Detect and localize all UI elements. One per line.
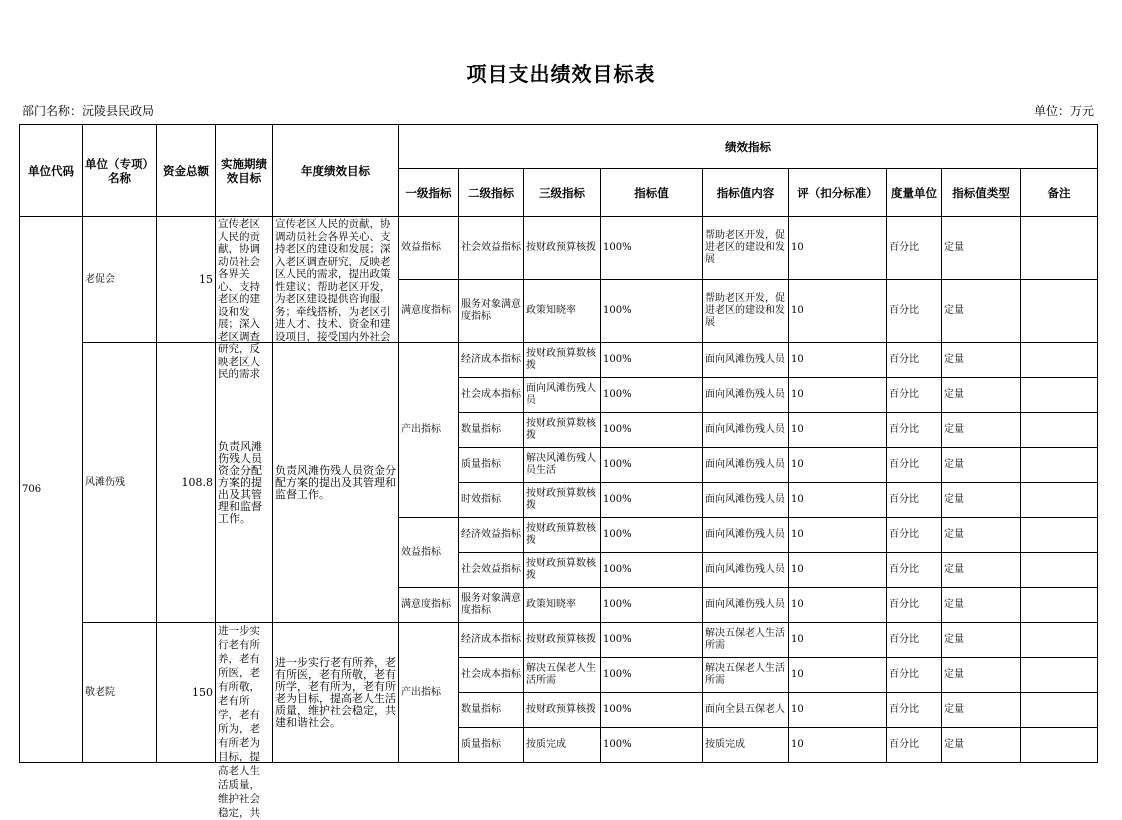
value-cell: 100% [601, 217, 703, 280]
header-level3: 三级指标 [524, 169, 601, 217]
value-content-cell: 解决五保老人生活所需 [703, 623, 789, 658]
currency-unit: 单位：万元 [1033, 104, 1094, 118]
remark-cell [1021, 378, 1098, 413]
impl-target-cell: 进一步实行老有所养，老有所医，老有所敬，老有所学，老有所为，老有所老为目标，提高老人生活质量，维护社会稳定，共 [218, 625, 260, 819]
score-cell: 10 [789, 448, 887, 483]
measure-unit-cell: 百分比 [887, 343, 942, 378]
header-level1: 一级指标 [399, 169, 459, 217]
impl-target-cell: 宣传老区人民的贡献，协调动员社会各界关心、支持老区的建设和发展；深入老区调查研究，反映老区人民的需求 [218, 218, 260, 380]
level1-cell: 产出指标 [399, 343, 459, 518]
header-value: 指标值 [601, 169, 703, 217]
value-content-cell: 面向风滩伤残人员 [703, 483, 789, 518]
level3-cell: 按财政预算数核拨 [524, 553, 601, 588]
measure-unit-cell: 百分比 [887, 658, 942, 693]
score-cell: 10 [789, 553, 887, 588]
value-type-cell: 定量 [942, 728, 1021, 763]
value-type-cell: 定量 [942, 623, 1021, 658]
level1-cell: 效益指标 [399, 518, 459, 588]
value-cell: 100% [601, 728, 703, 763]
score-cell: 10 [789, 483, 887, 518]
value-type-cell: 定量 [942, 280, 1021, 343]
header-value-type: 指标值类型 [942, 169, 1021, 217]
unit-name-cell: 敬老院 [83, 623, 157, 763]
header-level2: 二级指标 [459, 169, 524, 217]
value-content-cell: 面向风滩伤残人员 [703, 553, 789, 588]
level2-cell: 服务对象满意度指标 [459, 588, 524, 623]
level2-cell: 服务对象满意度指标 [459, 280, 524, 343]
header-score: 评（扣分标准） [789, 169, 887, 217]
annual-target-cell: 负责风滩伤残人员资金分配方案的提出及其管理和监督工作。 [273, 343, 399, 623]
remark-cell [1021, 623, 1098, 658]
value-cell: 100% [601, 693, 703, 728]
value-type-cell: 定量 [942, 553, 1021, 588]
value-content-cell: 面向风滩伤残人员 [703, 343, 789, 378]
table-row [20, 343, 1098, 378]
value-cell: 100% [601, 588, 703, 623]
score-cell: 10 [789, 658, 887, 693]
remark-cell [1021, 413, 1098, 448]
impl-target-cell: 负责风滩伤残人员资金分配方案的提出及其管理和监督工作。 [216, 343, 273, 623]
value-cell: 100% [601, 448, 703, 483]
value-cell: 100% [601, 378, 703, 413]
value-content-cell: 帮助老区开发，促进老区的建设和发展 [703, 217, 789, 280]
table-row [20, 623, 1098, 658]
value-type-cell: 定量 [942, 413, 1021, 448]
remark-cell [1021, 658, 1098, 693]
remark-cell [1021, 217, 1098, 280]
remark-cell [1021, 280, 1098, 343]
value-cell: 100% [601, 553, 703, 588]
value-type-cell: 定量 [942, 343, 1021, 378]
remark-cell [1021, 588, 1098, 623]
header-unit-code: 单位代码 [20, 125, 83, 217]
measure-unit-cell: 百分比 [887, 588, 942, 623]
level3-cell: 解决五保老人生活所需 [524, 658, 601, 693]
level3-cell: 按财政预算核拨 [524, 623, 601, 658]
value-type-cell: 定量 [942, 448, 1021, 483]
level2-cell: 社会效益指标 [459, 553, 524, 588]
score-cell: 10 [789, 343, 887, 378]
measure-unit-cell: 百分比 [887, 553, 942, 588]
value-content-cell: 按质完成 [703, 728, 789, 763]
header-unit-name: 单位（专项）名称 [83, 125, 157, 217]
remark-cell [1021, 728, 1098, 763]
value-cell: 100% [601, 623, 703, 658]
value-content-cell: 面向风滩伤残人员 [703, 518, 789, 553]
value-cell: 100% [601, 343, 703, 378]
value-type-cell: 定量 [942, 588, 1021, 623]
level2-cell: 社会成本指标 [459, 658, 524, 693]
value-type-cell: 定量 [942, 483, 1021, 518]
unit-name-cell: 老促会 [83, 217, 157, 343]
value-content-cell: 面向全县五保老人 [703, 693, 789, 728]
measure-unit-cell: 百分比 [887, 448, 942, 483]
level2-cell: 经济效益指标 [459, 518, 524, 553]
remark-cell [1021, 448, 1098, 483]
value-cell: 100% [601, 483, 703, 518]
measure-unit-cell: 百分比 [887, 693, 942, 728]
level1-cell: 效益指标 [399, 217, 459, 280]
header-measure-unit: 度量单位 [887, 169, 942, 217]
value-content-cell: 面向风滩伤残人员 [703, 588, 789, 623]
remark-cell [1021, 693, 1098, 728]
remark-cell [1021, 343, 1098, 378]
score-cell: 10 [789, 728, 887, 763]
measure-unit-cell: 百分比 [887, 483, 942, 518]
score-cell: 10 [789, 413, 887, 448]
level1-cell: 满意度指标 [399, 280, 459, 343]
level2-cell: 经济成本指标 [459, 623, 524, 658]
unit-name-cell: 风滩伤残 [83, 343, 157, 623]
annual-target-cell: 宣传老区人民的贡献，协调动员社会各界关心、支持老区的建设和发展；深入老区调查研究，反映老区人民的需求，提出政策性建议；帮助老区开发，为老区建设提供咨询服务；牵线搭桥，为老区引进人才、技术、资金和建设项目，接受国内外社会 [275, 218, 391, 343]
measure-unit-cell: 百分比 [887, 518, 942, 553]
level2-cell: 质量指标 [459, 448, 524, 483]
funds-cell: 150 [157, 623, 216, 763]
measure-unit-cell: 百分比 [887, 217, 942, 280]
level3-cell: 按财政预算数核拨 [524, 483, 601, 518]
level2-cell: 社会效益指标 [459, 217, 524, 280]
value-content-cell: 面向风滩伤残人员 [703, 378, 789, 413]
remark-cell [1021, 483, 1098, 518]
value-type-cell: 定量 [942, 518, 1021, 553]
unit-code-cell: 706 [20, 217, 83, 763]
measure-unit-cell: 百分比 [887, 728, 942, 763]
level3-cell: 按财政预算数核拨 [524, 413, 601, 448]
value-type-cell: 定量 [942, 658, 1021, 693]
score-cell: 10 [789, 378, 887, 413]
score-cell: 10 [789, 518, 887, 553]
level3-cell: 按财政预算数核拨 [524, 518, 601, 553]
level3-cell: 按质完成 [524, 728, 601, 763]
measure-unit-cell: 百分比 [887, 623, 942, 658]
measure-unit-cell: 百分比 [887, 413, 942, 448]
score-cell: 10 [789, 693, 887, 728]
level3-cell: 按财政预算核拨 [524, 217, 601, 280]
header-annual-target: 年度绩效目标 [273, 125, 399, 217]
score-cell: 10 [789, 280, 887, 343]
funds-cell: 108.8 [157, 343, 216, 623]
header-indicators: 绩效指标 [399, 125, 1098, 169]
value-cell: 100% [601, 280, 703, 343]
performance-target-table [19, 124, 1098, 819]
score-cell: 10 [789, 588, 887, 623]
header-impl-target: 实施期绩效目标 [216, 125, 273, 217]
level2-cell: 经济成本指标 [459, 343, 524, 378]
level1-cell: 产出指标 [399, 623, 459, 763]
remark-cell [1021, 553, 1098, 588]
value-cell: 100% [601, 658, 703, 693]
header-remark: 备注 [1021, 169, 1098, 217]
page-title: 项目支出绩效目标表 [466, 62, 656, 86]
header-value-content: 指标值内容 [703, 169, 789, 217]
department-name: 部门名称：沅陵县民政局 [22, 104, 155, 118]
level3-cell: 政策知晓率 [524, 280, 601, 343]
level3-cell: 按财政预算核拨 [524, 693, 601, 728]
value-type-cell: 定量 [942, 378, 1021, 413]
level3-cell: 政策知晓率 [524, 588, 601, 623]
level3-cell: 面向风滩伤残人员 [524, 378, 601, 413]
level3-cell: 按财政预算数核拨 [524, 343, 601, 378]
funds-cell: 15 [157, 217, 216, 343]
value-content-cell: 面向风滩伤残人员 [703, 448, 789, 483]
value-cell: 100% [601, 413, 703, 448]
value-content-cell: 帮助老区开发，促进老区的建设和发展 [703, 280, 789, 343]
value-content-cell: 解决五保老人生活所需 [703, 658, 789, 693]
level2-cell: 社会成本指标 [459, 378, 524, 413]
header-total-funds: 资金总额 [157, 125, 216, 217]
remark-cell [1021, 518, 1098, 553]
value-type-cell: 定量 [942, 217, 1021, 280]
score-cell: 10 [789, 623, 887, 658]
value-cell: 100% [601, 518, 703, 553]
value-content-cell: 面向风滩伤残人员 [703, 413, 789, 448]
level2-cell: 数量指标 [459, 693, 524, 728]
measure-unit-cell: 百分比 [887, 280, 942, 343]
measure-unit-cell: 百分比 [887, 378, 942, 413]
level2-cell: 时效指标 [459, 483, 524, 518]
score-cell: 10 [789, 217, 887, 280]
table-row [20, 217, 1098, 280]
level2-cell: 质量指标 [459, 728, 524, 763]
level2-cell: 数量指标 [459, 413, 524, 448]
level3-cell: 解决风滩伤残人员生活 [524, 448, 601, 483]
value-type-cell: 定量 [942, 693, 1021, 728]
level1-cell: 满意度指标 [399, 588, 459, 623]
annual-target-cell: 进一步实行老有所养，老有所医，老有所敬，老有所学，老有所为，老有所老为目标，提高老人生活质量，维护社会稳定，共建和谐社会。 [273, 623, 399, 763]
